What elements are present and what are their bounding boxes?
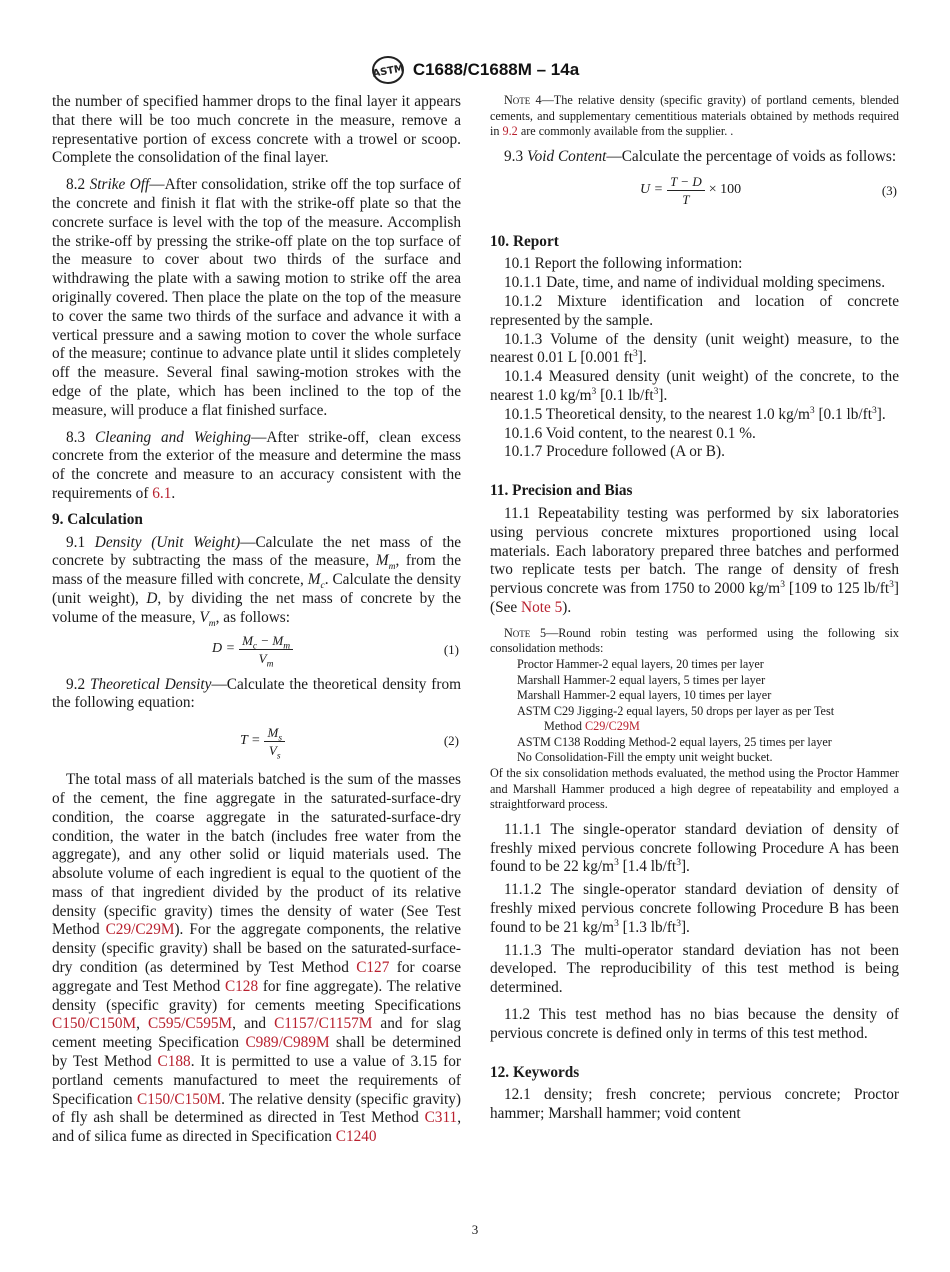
note-4: Note 4—The relative density (specific gravity) of portland cements, blended cements, and supplementary cementitious materials obtained by methods required in 9.2 are commonly available from the supplier. . xyxy=(490,93,900,139)
note-5-tail: Of the six consolidation methods evaluated, the method using the Proctor Hammer and Marshall Hammer produced a high degree of repeatability and employed a straightforward process. xyxy=(490,766,899,812)
equation-number: (2) xyxy=(443,733,459,749)
page-number: 3 xyxy=(471,1222,479,1237)
link-c150[interactable]: C150/C150M xyxy=(52,1015,137,1033)
report-10-1-4: 10.1.4 Measured density (unit weight) of the concrete, to the nearest 1.0 $kg/m^3$ [0.1 $lb/ft^3$]. xyxy=(490,368,899,404)
note-5-item: Marshall Hammer-2 equal layers, 5 times per layer xyxy=(517,672,766,687)
link-c150-second[interactable]: C150/C150M xyxy=(137,1090,222,1108)
note-5-item: No Consolidation-Fill the empty unit weight bucket. xyxy=(517,750,773,765)
report-10-1-7: 10.1.7 Procedure followed (A or B). xyxy=(504,443,725,461)
section-11-1-1: 11.1.1 The single-operator standard deviation of density of freshly mixed pervious concrete following Procedure A has been found to be 22 $kg/m^3$ [1.4 $lb/ft^3$]. xyxy=(490,820,899,876)
left-column xyxy=(52,93,461,1147)
paragraph-continued: the number of specified hammer drops to the final layer it appears that there will be too much concrete in the measure, remove a representative portion of excess concrete with a trowel or scoop. Complete the consolidation of the final layer. xyxy=(52,93,461,167)
paragraph-total-mass: The total mass of all materials batched is the sum of the masses of the cement, the fine aggregate in the saturated-surface-dry condition, the coarse aggregate in the saturated-surface-dry condition, the water in the batch (includes free water from the aggregate), and any other solid or liquid materials used. The absolute volume of each ingredient is equal to the quotient of the mass of that ingredient divided by the product of its relative density (specific gravity) times the density of water (See Test Method C29/C29M). For the aggregate components, the relative density (specific gravity) shall be based on the saturated-surface-dry condition (as determined by Test Method C127 for coarse aggregate and Test Method C128 for fine aggregate). The relative density (specific gravity) for cements meeting Specifications C150/C150M, C595/C595M, and C1157/C1157M and for slag cement meeting Specification C989/C989M shall be determined by Test Method C188. It is permitted to use a value of 3.15 for portland cements manufactured to meet the requirements of Specification C150/C150M. The relative density (specific gravity) of fly ash shall be determined as directed in Test Method C311, and of silica fume as directed in Specification C1240 xyxy=(52,771,462,1146)
strike-off-title: Strike Off xyxy=(89,176,150,194)
equation-1: D = $\frac{M_c - M_m}{V_m}$ (1) xyxy=(212,633,459,670)
report-10-1-2: 10.1.2 Mixture identification and location of concrete represented by the sample. xyxy=(490,292,899,329)
link-c188[interactable]: C188 xyxy=(157,1053,191,1071)
section-8-3: 8.3 Cleaning and Weighing—After strike-off, clean excess concrete from the exterior of the measure and determine the mass of the concrete and measure to an accuracy consistent with the requirements of 6.1. xyxy=(52,428,461,502)
link-c29-note[interactable]: C29/C29M xyxy=(584,719,640,734)
link-9-2[interactable]: 9.2 xyxy=(502,124,518,139)
link-c127[interactable]: C127 xyxy=(356,959,390,977)
section-11-2: 11.2 This test method has no bias because the density of pervious concrete is defined only in terms of this test method. xyxy=(490,1006,899,1042)
note-5-item: ASTM C29 Jigging-2 equal layers, 50 drops per layer as per Test xyxy=(517,703,835,718)
section-11-1-2: 11.1.2 The single-operator standard deviation of density of freshly mixed pervious concrete following Procedure B has been found to be 21 $kg/m^3$ [1.3 $lb/ft^3$]. xyxy=(490,881,899,936)
section-9-2: 9.2 Theoretical Density—Calculate the theoretical density from the following equation: xyxy=(52,675,461,712)
section-11-1-3: 11.1.3 The multi-operator standard deviation has not been developed. The reproducibility of this test method is being determined. xyxy=(490,941,899,997)
note-5-item-cont: Method C29/C29M xyxy=(544,719,640,734)
link-c1157[interactable]: C1157/C1157M xyxy=(274,1015,373,1033)
heading-report: 10. Report xyxy=(490,232,559,250)
heading-calculation: 9. Calculation xyxy=(52,510,143,528)
equation-2: T = $\frac{M_s}{V_s}$ (2) xyxy=(240,724,459,762)
equation-number: (1) xyxy=(443,641,459,657)
section-12-1: 12.1 density; fresh concrete; pervious concrete; Proctor hammer; Marshall hammer; void content xyxy=(490,1086,899,1123)
heading-precision-bias: 11. Precision and Bias xyxy=(490,482,633,500)
astm-logo-icon xyxy=(371,55,405,85)
section-8-2: 8.2 Strike Off—After consolidation, strike off the top surface of the concrete and finish it flat with the strike-off plate so that the concrete surface is level with the top of the measure. Accomplish the strike-off by pressing the strike-off plate on the top surface of the measure to cover about two thirds of the surface and withdrawing the plate with a sawing motion to strike off the area originally covered. Then place the plate on the top of the measure to cover the same two thirds of the surface and advance it with a vertical pressure and a sawing motion to cover the whole surface of the measure; continue to advance plate until it slides completely off the measure. Several final sawing-motion strokes with the edge of the plate, which has been inclined to the top of the measure, will produce a flat finished surface. xyxy=(52,176,461,419)
link-c29[interactable]: C29/C29M xyxy=(105,921,175,939)
link-c311[interactable]: C311 xyxy=(424,1109,458,1127)
link-c595[interactable]: C595/C595M xyxy=(148,1015,233,1033)
section-9-3: 9.3 Void Content—Calculate the percentage of voids as follows: xyxy=(504,147,897,165)
note-5-item: ASTM C138 Rodding Method-2 equal layers, 25 times per layer xyxy=(517,734,832,749)
section-9-1: 9.1 Density (Unit Weight)—Calculate the net mass of the concrete by subtracting the mass of the measure, $M_m$, from the mass of the measure filled with concrete, $M_c$. Calculate the density (unit weight), D, by dividing the net mass of concrete by the volume of the measure, $V_m$, as follows: xyxy=(52,533,462,629)
link-c1240[interactable]: C1240 xyxy=(335,1128,377,1146)
heading-keywords: 12. Keywords xyxy=(490,1063,580,1081)
page-header xyxy=(0,55,950,85)
note-5: Note 5—Round robin testing was performed using the following six consolidation methods: xyxy=(490,625,900,656)
svg-text:ASTM: ASTM xyxy=(371,63,405,80)
equation-3: U = $\frac{T - D}{T}$ × 100 (3) xyxy=(640,174,897,208)
report-10-1-1: 10.1.1 Date, time, and name of individual molding specimens. xyxy=(504,274,886,292)
right-column xyxy=(490,93,899,1124)
document-id: C1688/C1688M – 14a xyxy=(412,60,580,79)
note-5-item: Marshall Hammer-2 equal layers, 10 times per layer xyxy=(517,688,772,703)
report-10-1-3: 10.1.3 Volume of the density (unit weight) measure, to the nearest 0.01 L [0.001 $ft^3$]. xyxy=(490,330,899,367)
report-10-1-6: 10.1.6 Void content, to the nearest 0.1 %. xyxy=(504,424,756,442)
note-5-list xyxy=(490,657,899,766)
report-10-1-5: 10.1.5 Theoretical density, to the nearest 1.0 $kg/m^3$ [0.1 $lb/ft^3$]. xyxy=(504,405,886,423)
note-5-item: Proctor Hammer-2 equal layers, 20 times per layer xyxy=(517,656,764,671)
link-c989[interactable]: C989/C989M xyxy=(245,1034,330,1052)
link-note-5[interactable]: Note 5 xyxy=(521,598,563,616)
report-10-1: 10.1 Report the following information: xyxy=(504,255,743,273)
link-6-1[interactable]: 6.1 xyxy=(152,484,172,502)
section-11-1: 11.1 Repeatability testing was performed by six laboratories using pervious concrete mixtures proportioned using local materials. Each laboratory prepared three batches and performed two replicate tests per batch. The range of density of fresh pervious concrete was from 1750 to 2000 $kg/m^3$ [109 to 125 $lb/ft^3$] (See Note 5). xyxy=(490,504,899,616)
equation-number: (3) xyxy=(881,182,897,198)
link-c128[interactable]: C128 xyxy=(224,977,259,995)
